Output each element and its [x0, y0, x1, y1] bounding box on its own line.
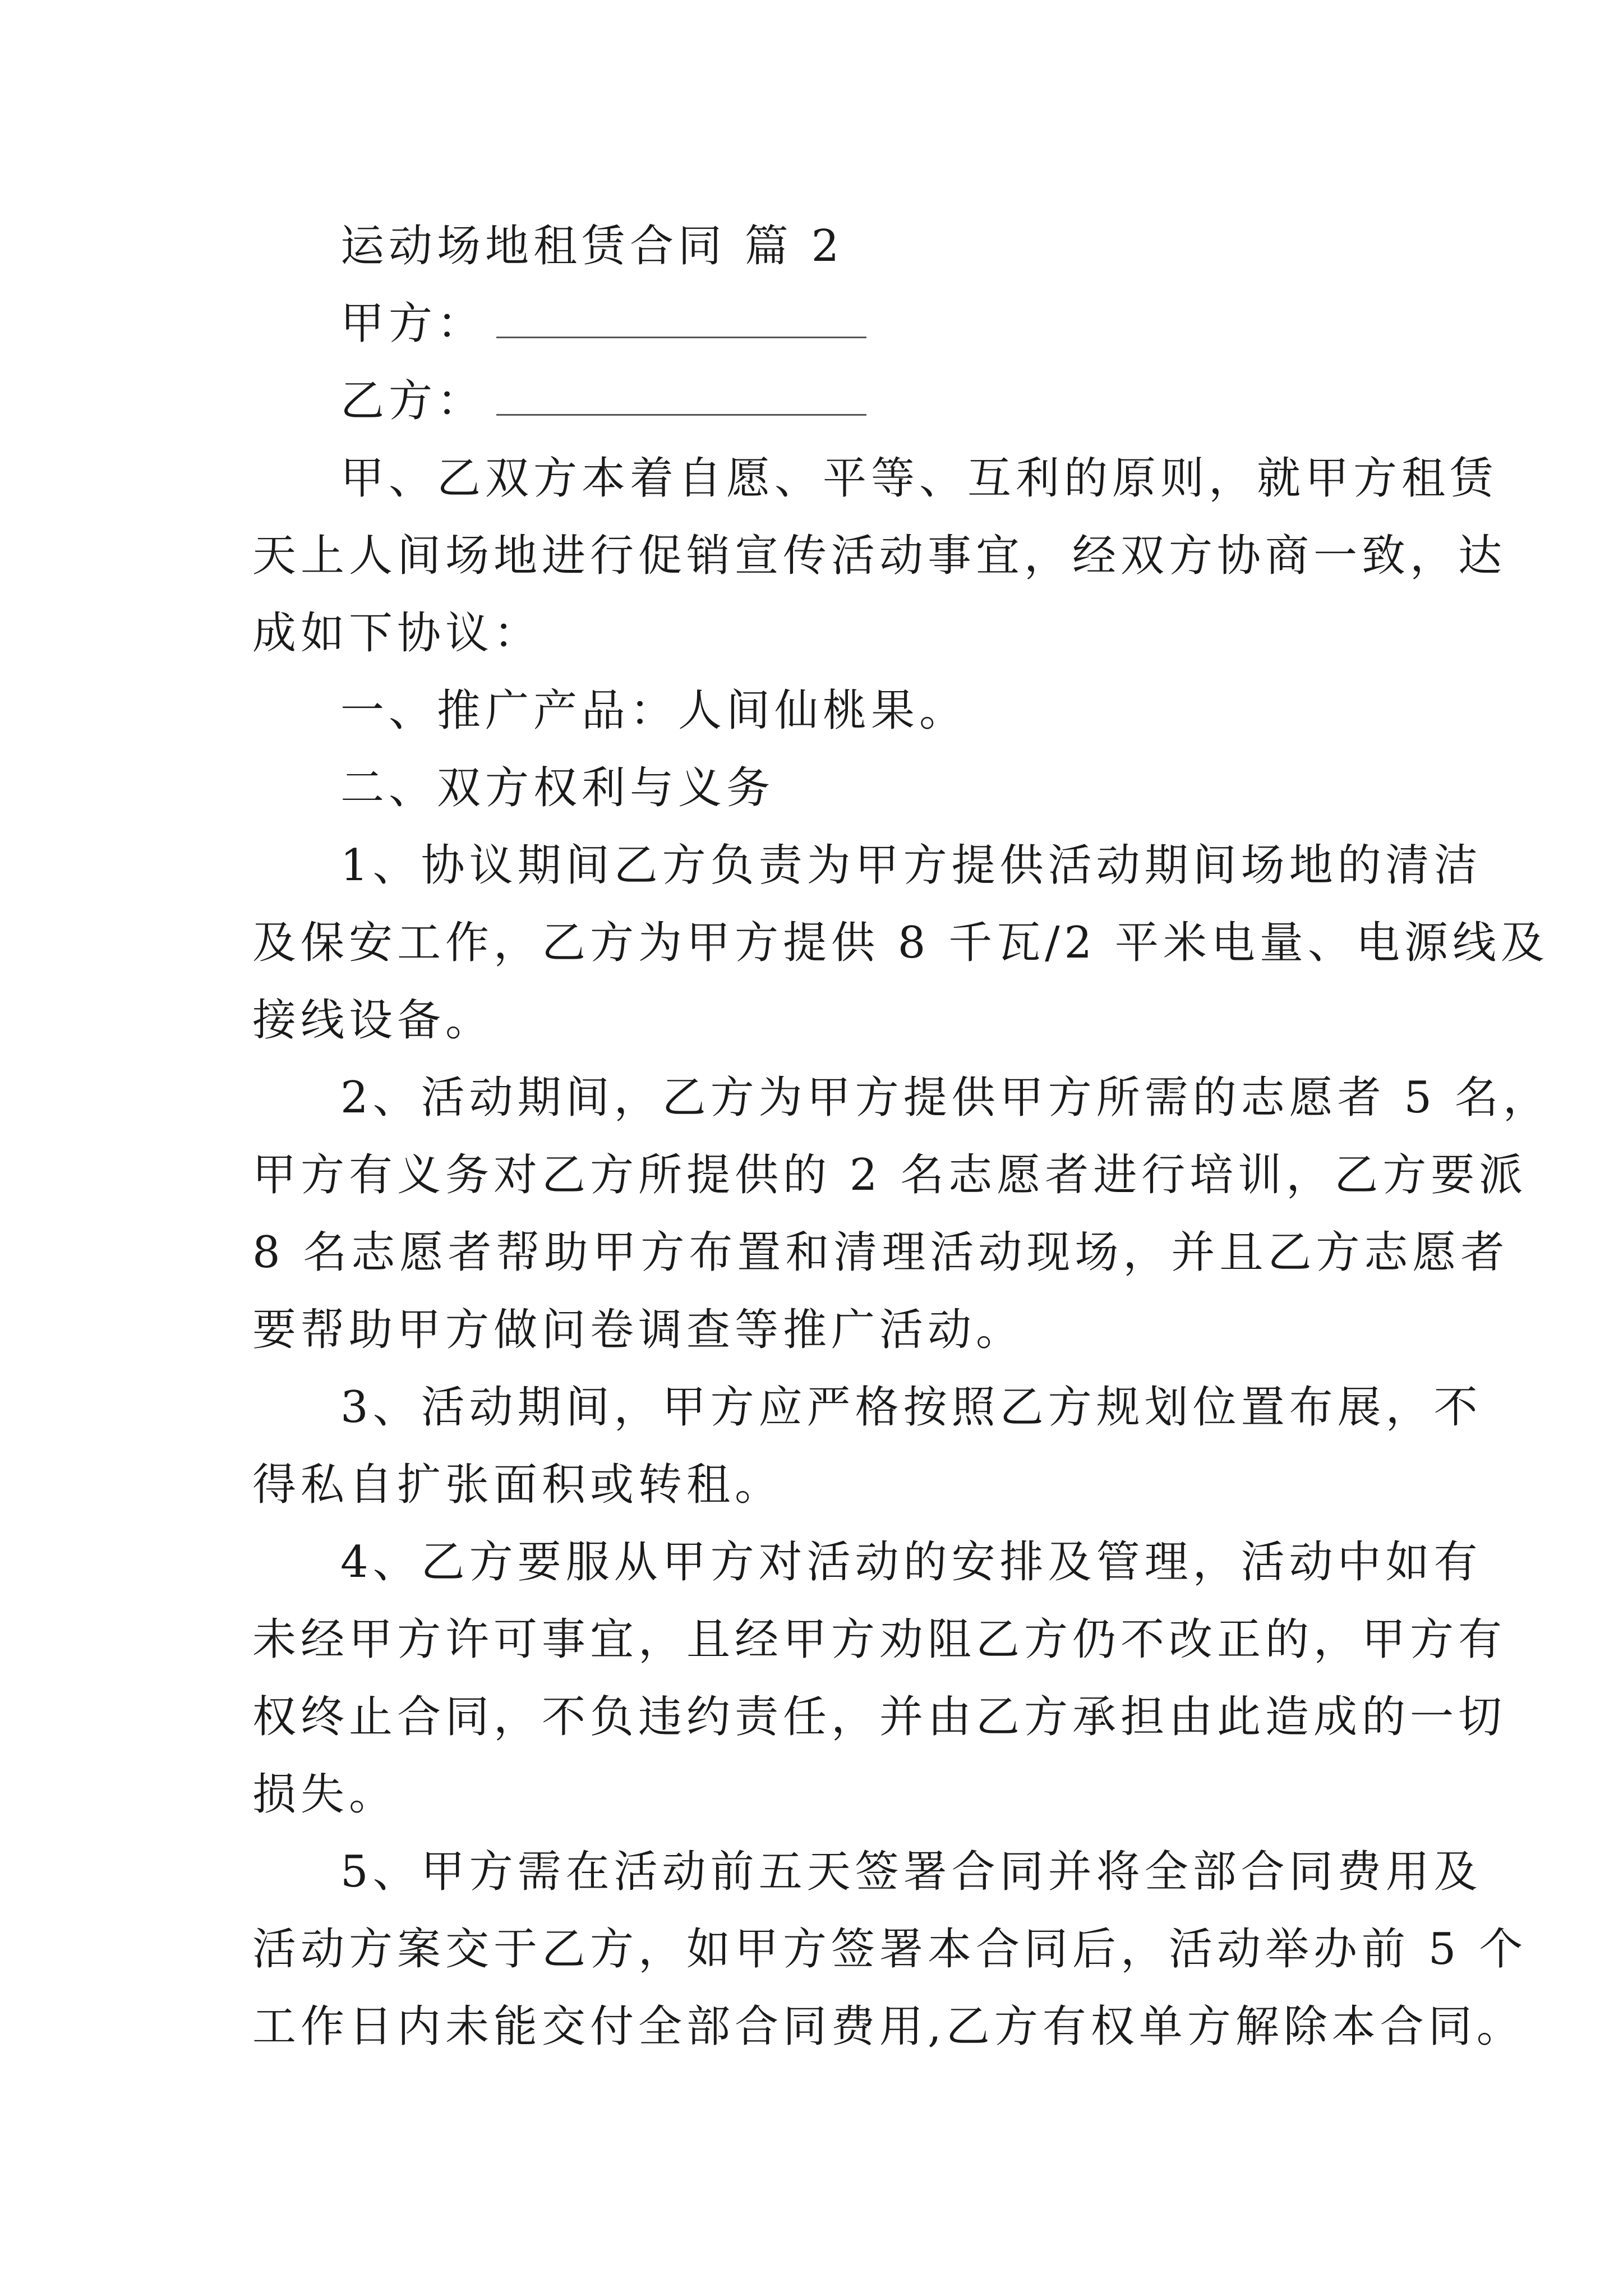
- party-a-line: [252, 285, 1385, 362]
- paragraph-line: 8 名志愿者帮助甲方布置和清理活动现场，并且乙方志愿者: [252, 1227, 1509, 1278]
- paragraph-line: 权终止合同，不负违约责任，并由乙方承担由此造成的一切: [252, 1692, 1507, 1742]
- party-b-blank: [496, 379, 866, 416]
- party-a-blank: [496, 302, 866, 338]
- paragraph-clause-2: [252, 1059, 1551, 1369]
- document-body: [252, 208, 1551, 2065]
- party-b-label: 乙方：: [340, 376, 486, 426]
- paragraph-line: 要帮助甲方做问卷调查等推广活动。: [252, 1305, 1025, 1355]
- paragraph-clause-4: [252, 1524, 1507, 1833]
- paragraph-line: 未经甲方许可事宜，且经甲方劝阻乙方仍不改正的，甲方有: [252, 1614, 1507, 1665]
- paragraph-clause-5: [252, 1833, 1528, 2065]
- paragraph-line: 工作日内未能交付全部合同费用,乙方有权单方解除本合同。: [252, 2001, 1525, 2052]
- paragraph-line: 4、乙方要服从甲方对活动的安排及管理，活动中如有: [340, 1537, 1482, 1588]
- paragraph-line: 3、活动期间，甲方应严格按照乙方规划位置布展，不: [340, 1382, 1482, 1433]
- paragraph-line: 2、活动期间，乙方为甲方提供甲方所需的志愿者 5 名，: [340, 1073, 1551, 1123]
- paragraph-line: 一、推广产品：人间仙桃果。: [340, 685, 968, 736]
- paragraph-line: 成如下协议：: [252, 608, 542, 659]
- paragraph-line: 天上人间场地进行促销宣传活动事宜，经双方协商一致，达: [252, 531, 1507, 581]
- paragraph-clause-3: [252, 1369, 1482, 1524]
- party-a-label: 甲方：: [340, 298, 486, 349]
- paragraph-line: 甲方有义务对乙方所提供的 2 名志愿者进行培训，乙方要派: [252, 1150, 1528, 1200]
- party-b-line: [252, 362, 1385, 440]
- paragraph-preamble: [252, 440, 1507, 672]
- paragraph-line: 及保安工作，乙方为甲方提供 8 千瓦/2 平米电量、电源线及: [252, 918, 1549, 968]
- paragraph-line: 活动方案交于乙方，如甲方签署本合同后，活动举办前 5 个: [252, 1924, 1528, 1975]
- paragraph-line: 接线设备。: [252, 995, 494, 1046]
- paragraph-line: 二、双方权利与义务: [340, 763, 775, 813]
- paragraph-line: 损失。: [252, 1769, 398, 1820]
- paragraph-line: 得私自扩张面积或转租。: [252, 1460, 783, 1510]
- paragraph-product: [252, 672, 1385, 749]
- document-title: 运动场地租赁合同 篇 2: [340, 221, 844, 272]
- paragraph-clause-1: [252, 827, 1549, 1059]
- paragraph-rights-heading: [252, 749, 1385, 827]
- paragraph-line: 5、甲方需在活动前五天签署合同并将全部合同费用及: [340, 1847, 1482, 1897]
- paragraph-line: 甲、乙双方本着自愿、平等、互利的原则，就甲方租赁: [340, 453, 1498, 504]
- paragraph-line: 1、协议期间乙方负责为甲方提供活动期间场地的清洁: [340, 840, 1482, 891]
